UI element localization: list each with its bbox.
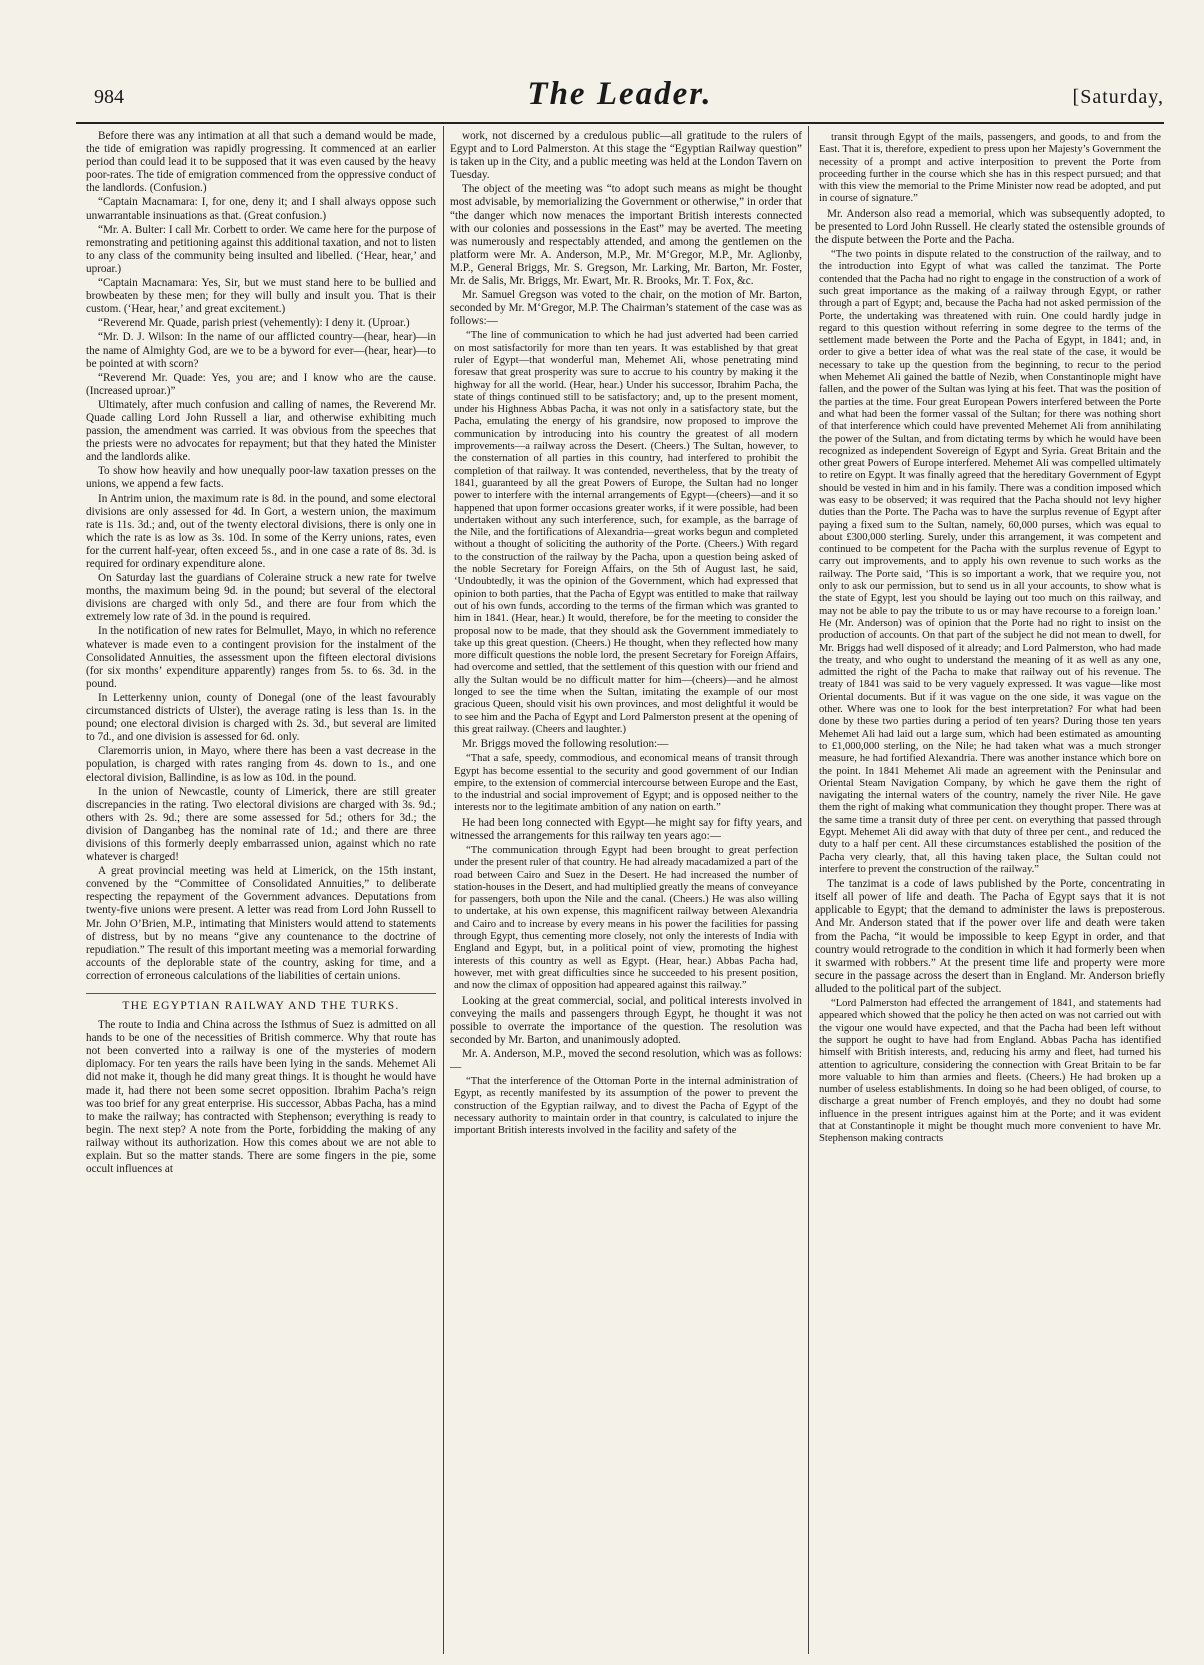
paragraph: In Antrim union, the maximum rate is 8d. in the pound, and some electoral divisions are only assessed for 4d. In Gort, a western union, the maximum rate is 11s. 3d.; and, out of the twenty electoral divisions, there is only one in which the rate is as low as 3s. 10d. In some of the Kerry unions, rates, even for the current half-year, often exceed 5s., and in one case a rate of 8s. 3d. is required for ordinary expenditure alone. — [86, 492, 436, 570]
paragraph: Mr. Briggs moved the following resolution:— — [462, 738, 669, 751]
resolution-quote: “That the interference of the Ottoman Porte in the internal administration of Egypt, as recently manifested by its assumption of the power to prevent the construction of the Egyptian railway, and to divest the Pacha of Egypt of the necessary authority to maintain order in that country, is calculated to injure the important British interests involved in the facility and safety of the — [454, 1076, 798, 1137]
paragraph: To show how heavily and how unequally poor-law taxation presses on the unions, we append a few facts. — [86, 465, 436, 491]
paragraph: In the union of Newcastle, county of Limerick, there are still greater discrepancies in the rating. Two electoral divisions are charged with 3s. 9d.; others with 2s. 9d.; there are some assessed for 5d.; others for 3d.; the division of Danganbeg has the nominal rate of 1d.; and there are three divisions of this formerly deeply embarrassed union, against which no rate whatever is charged! — [86, 785, 436, 864]
paragraph: “Mr. D. J. Wilson: In the name of our afflicted country—(hear, hear)—in the name of Almighty God, are we to be a byword for ever—(hear, hear)—to be pointed at with scorn? — [86, 331, 436, 370]
paragraph: “Captain Macnamara: Yes, Sir, but we must stand here to be bullied and browbeaten by these men; for they will bully and insult you. That is their custom. (‘Hear, hear,’ and great excitement.) — [86, 277, 436, 316]
quoted-speech: “The line of communication to which he had just adverted had been carried on most satisfactorily for more than ten years. It was established by that great ruler of Egypt—that wonderful man, Mehemet Ali, whose penetrating mind foresaw that great prosperity was sure to accrue to his country by making it the highway for all the world. (Hear, hear.) Under his successor, Ibrahim Pacha, the state of things continued still to be satisfactory; and, up to the present moment, under his Highness Abbas Pacha, it was not only in a satisfactory state, but the Pacha, emulating the energy of his grandsire, now proposed to improve the communication by introducing into his country the greatest of all modern improvements—a railway across the Desert. (Cheers.) The Sultan, however, to the consternation of all parties in this country, had interfered to prohibit the completion of that railway. It was contended, nevertheless, that by the treaty of 1841, guaranteed by all the great Powers of Europe, the Sultan had no longer power to interfere with the internal arrangements of Egypt—(cheers)—and it so happened that upon former occasions greater works, if it were possible, had been undertaken without any such interference, such, for example, as the barrage of the Nile, and the fortifications of Alexandria—great works begun and completed without a thought of soliciting the authority of the Porte. (Cheers.) With regard to the construction of the railway by the Pacha, upon a question being asked of the noble Secretary for Foreign Affairs, on the 5th of August last, he said, ‘Undoubtedly, it was the opinion of the Government, which had expressed that opinion to both parties, that the Pacha of Egypt was entitled to make that railway out of his own funds, according to the terms of the firman which was granted to him in 1841. (Hear, hear.) It would, therefore, be for the meeting to consider the proposal now to be made, that they should ask the Government immediately to take up this great question. (Cheers.) He thought, when they reflected how many more difficult questions the noble lord, the present Secretary for Foreign Affairs, had overcome and settled, that the settlement of this question with our friend and ally the Sultan would be no difficult matter for him—(cheers)—and he almost longed to see the time when the Sultan, imitating the example of our most gracious Queen, should visit his own provinces, and most delightful it would be to see him and the Pacha of Egypt and Lord Palmerston present at the opening of this great railway. (Cheers and laughter.) — [454, 330, 798, 735]
resolution-quote: “That a safe, speedy, commodious, and economical means of transit through Egypt has become essential to the security and good government of our Indian empire, to the extension of commercial intercourse between Europe and the East, to the industrial and social improvement of Egypt; and is opposed neither to the interests nor to the legitimate ambition of any nation on earth.” — [454, 753, 798, 814]
paragraph: The route to India and China across the Isthmus of Suez is admitted on all hands to be one of the necessities of British commerce. Why that route has not been converted into a railway is one of the mysteries of modern diplomacy. For ten years the rails have been lying in the sands. Mehemet Ali did not make it, though he did many great things. It is thought he would have made it, had there not been some secret opposition. Ibrahim Pacha’s reign was too brief for any great enterprise. His successor, Abbas Pacha, has a mind to make the railway; has contracted with Stephenson; everything is ready to begin. The next step? A note from the Porte, forbidding the making of any railway without its authorization. How this comes about we are not able to explain. But so the matter stands. There are some fingers in the pie, some occult influences at — [86, 1019, 436, 1176]
column-rule-2 — [808, 126, 809, 1654]
column-rule-1 — [443, 126, 444, 1654]
paragraph: “Captain Macnamara: I, for one, deny it; and I shall always oppose such unwarrantable insinuations as that. (Great confusion.) — [86, 196, 436, 222]
paragraph: A great provincial meeting was held at Limerick, on the 15th instant, convened by the “Committee of Consolidated Annuities,” to deliberate respecting the repayment of the Government advances. Deputations from twenty-five unions were present. A letter was read from Lord John Russell to Mr. John O’Brien, M.P., intimating that Ministers would attend to statements of distress, but by no means “give any countenance to the doctrine of repudiation.” The result of this important meeting was a memorial forwarding accounts of the deplorable state of the country, asking for time, and a correction of erroneous calculations of the liabilities of certain unions. — [86, 865, 436, 982]
paragraph: Mr. A. Anderson, M.P., moved the second resolution, which was as follows:— — [450, 1047, 802, 1073]
paragraph: Claremorris union, in Mayo, where there has been a vast decrease in the population, is charged with rates ranging from 4s. down to 1s., and one electoral division, Ballindine, is as low as 10d. in the pound. — [86, 745, 436, 784]
quoted-speech: “The two points in dispute related to the construction of the railway, and to the introduction into Egypt of what was called the tanzimat. The Porte contended that the Pacha had no right to engage in the construction of a work of such great importance as the making of a railway through Egypt, or rather through a part of Egypt; and, because the Pacha had not asked permission of the Porte, the undertaking was threatened with ruin. One could hardly judge in regard to this question without referring in some degree to the terms of the settlement made between the Porte and the Pacha of Egypt, in 1841; and, in order to give a better idea of what was the real state of the case, it would be necessary to take up the question from the beginning, to recur to the period when Mehemet Ali gained the battle of Nezib, when Constantinople might have fallen, and the power of the Sultan was lying at his feet. That was the position of the parties at the time. Four great European Powers interfered between the Porte and what had been the former vassal of the Sultan; for there was nothing short of that interference which could have prevented Mehemet Ali from annihilating the power of the Sultan, and from dictating terms by which he would have been recognized as independent Sovereign of Egypt and Syria. Great Britain and the other great Powers of Europe interfered. Mehemet Ali was compelled ultimately to retire on Egypt. It was finally agreed that the hereditary Government of Egypt should be vested in him and in his family. There was a condition imposed which was easy to be observed; it was required that the Pacha should not levy higher duties than the Porte. The Pacha was to have the surplus revenue of Egypt after paying a fixed sum to the Sultan, namely, 60,000 purses, which was equal to about £300,000 sterling. Surely, under this arrangement, it was competent and continued to be competent for the Pacha with the surplus revenue of Egypt to carry out improvements, and to apply his own revenue to such works as the railway. The Porte said, ‘This is so important a work, that we require you, not only to ask our permission, but to send us in all your accounts, to show what is the state of Egypt, lest you should be laying out too much on this railway, and may not be able to pay the tribute to us or may have recourse to a foreign loan.’ He (Mr. Anderson) was of opinion that the Porte had no right to insist on the production of accounts. On that part of the subject he did not mean to dwell, for Mr. Briggs had well disposed of it already; and Lord Palmerston, who had made the treaty, and who ought to understand the meaning of it as well as any one, admitted the right of the Pacha to make that railway out of his revenue. The treaty of 1841 was said to be very vaguely expressed. It was vague—like most Oriental documents. But if it was vague on the one side, it was vague on the other. Where was one to look for the best interpretation? For what had been done by these two parties during a period of ten years? During those ten years Mehemet Ali had laid out a large sum, which had been estimated as amounting to £1,000,000 sterling, on the Nile; he had taken what was a much stronger measure, he had fortified Alexandria. There was another instance which bore on the point. In 1841 Mehemet Ali made an agreement with the Peninsular and Oriental Steam Navigation Company, by which he gave them the right of navigating the internal waters of the country, namely the river Nile. He gave them the right of making what communication they thought proper. There was at the same time a transit duty of three per cent. on everything that passed through Egypt. Mehemet Ali did away with that duty of three per cent., and reduced the duty to a half per cent. All these circumstances established the position of the Pacha very clearly, that, all this having taken place, the Sultan could not interfere to prevent the construction of the railway.” — [819, 249, 1161, 875]
column-2 — [450, 130, 802, 1650]
quoted-speech: “Lord Palmerston had effected the arrangement of 1841, and statements had appeared which showed that the policy he then acted on was not carried out with the vigour one would have expected, and that the Pacha had been left without the support he ought to have had from England. Abbas Pacha has identified himself with British interests, and, reducing his army and fleet, had turned his attention to agriculture, considering the connection with Great Britain to be far more valuable to him than armies and fleets. (Cheers.) He had broken up a number of useless establishments. In doing so he had been obliged, of course, to discharge a great number of French employés, and they no doubt had some influence in the present intrigues against him at the Porte; and it was evident that at Constantinople it might be thought much more convenient to have Mr. Stephenson making contracts — [819, 998, 1161, 1145]
masthead — [76, 74, 1164, 124]
paragraph: He had been long connected with Egypt—he might say for fifty years, and witnessed the arrangements for this railway ten years ago:— — [450, 816, 802, 842]
column-3 — [815, 130, 1165, 1650]
paragraph: “Reverend Mr. Quade: Yes, you are; and I know who are the cause. (Increased uproar.)” — [86, 371, 436, 397]
paragraph: “Reverend Mr. Quade, parish priest (vehemently): I deny it. (Uproar.) — [98, 317, 410, 330]
paragraph: Ultimately, after much confusion and calling of names, the Reverend Mr. Quade calling Lord John Russell a liar, and otherwise exhibiting much passion, the amendment was carried. It was obvious from the speeches that the priests were no advocates for repayment; but that they hated the Minister and the landlords alike. — [86, 398, 436, 464]
paragraph: “Mr. A. Bulter: I call Mr. Corbett to order. We came here for the purpose of remonstrating and petitioning against this additional taxation, and not to listen to any class of the community being insulted and libelled. (‘Hear, hear,’ and uproar.) — [86, 223, 436, 275]
issue-day: [Saturday, — [1072, 86, 1164, 108]
paragraph: Looking at the great commercial, social, and political interests involved in conveying the mails and passengers through Egypt, he thought it was not possible to overrate the importance of the question. The resolution was seconded by Mr. Barton, and unanimously adopted. — [450, 994, 802, 1046]
paragraph: The tanzimat is a code of laws published by the Porte, concentrating in itself all power of life and death. The Pacha of Egypt says that it is not applicable to Egypt; that the demand to administer the laws is preposterous. And Mr. Anderson stated that if the power over life and death were taken from the Pacha, “it would be impossible to keep Egypt in order, and that country would retrograde to the condition in which it had formerly been when it swarmed with robbers.” At the present time life and property were more secure in the passage across the desert than in England. Mr. Anderson briefly alluded to the political part of the subject. — [815, 878, 1165, 995]
paragraph: Mr. Samuel Gregson was voted to the chair, on the motion of Mr. Barton, seconded by Mr. M‘Gregor, M.P. The Chairman’s statement of the case was as follows:— — [450, 289, 802, 328]
paragraph: Mr. Anderson also read a memorial, which was subsequently adopted, to be presented to Lord John Russell. He clearly stated the ostensible grounds of the dispute between the Porte and the Pacha. — [815, 207, 1165, 246]
paragraph: The object of the meeting was “to adopt such means as might be thought most advisable, by memorializing the Government or otherwise,” in order that “the danger which now menaces the important British interests connected with our colonies and possessions in the East” may be averted. The meeting was numerously and respectably attended, and among the gentlemen on the platform were Mr. A. Anderson, M.P., Mr. M‘Gregor, M.P., Mr. Aglionby, M.P., General Briggs, Mr. S. Gregson, Mr. Larking, Mr. Barton, Mr. Foster, Mr. de Salis, Mr. Briggs, Mr. Ewart, Mr. R. Brooks, Mr. T. Fox, &c. — [450, 183, 802, 288]
page-number: 984 — [94, 86, 124, 108]
paragraph: In the notification of new rates for Belmullet, Mayo, in which no reference whatever is made even to a contingent provision for the instalment of the Consolidated Annuities, the assessment upon the fifteen electoral divisions (for six months’ expenditure apparently) ranges from 5s. to 6s. 3d. in the pound. — [86, 625, 436, 690]
paragraph: On Saturday last the guardians of Coleraine struck a new rate for twelve months, the maximum being 9d. in the pound; but several of the electoral divisions are charged with only 5d., and there are four from which the extremely low rate of 3d. in the pound is required. — [86, 572, 436, 624]
newspaper-title: The Leader. — [527, 76, 713, 112]
article-heading: THE EGYPTIAN RAILWAY AND THE TURKS. — [86, 993, 436, 1013]
column-1 — [86, 130, 436, 1650]
paragraph: In Letterkenny union, county of Donegal (one of the least favourably circumstanced districts of Ulster), the average rating is less than 1s. in the pound; one electoral division is charged with 2s. 3d., but several are limited to 7d., and one division is assessed for 6d. only. — [86, 691, 436, 744]
quoted-speech: “The communication through Egypt had been brought to great perfection under the present ruler of that country. He had already macadamized a part of the road between Cairo and Suez in the Desert. He had increased the number of station-houses in the Desert, and had multiplied greatly the means of conveyance for passengers, both upon the Nile and the canal. (Cheers.) He was also willing to undertake, at his own expense, this magnificent railway between Alexandria and Cairo and to increase by every means in his power the facilities for passing through Egypt, thus cementing more closely, not only the interests of India with England and Egypt, but, in a political point of view, promoting the highest interests of this country as well as Egypt. (Hear, hear.) Abbas Pacha had, however, met with great difficulties since he succeeded to his present position, and now the climax of opposition had appeared against this railway.” — [454, 844, 798, 992]
paragraph: work, not discerned by a credulous public—all gratitude to the rulers of Egypt and to Lord Palmerston. At this stage the “Egyptian Railway question” is taken up in the City, and a public meeting was held at the London Tavern on Tuesday. — [450, 130, 802, 182]
paragraph: Before there was any intimation at all that such a demand would be made, the tide of emigration was rapidly progressing. It commenced at an earlier period than could lead it to be supposed that it was even caused by the heavy poor-rates. The tide of emigration commenced from the oppressive conduct of the landlords. (Confusion.) — [86, 130, 436, 195]
resolution-quote: transit through Egypt of the mails, passengers, and goods, to and from the East. That it is, therefore, expedient to press upon her Majesty’s Government the necessity of a prompt and active interposition to prevent the Porte from proceeding further in the course which she has in this respect pursued; and that with this view the memorial to the Prime Minister now read be adopted, and put in course of signature.” — [819, 132, 1161, 205]
